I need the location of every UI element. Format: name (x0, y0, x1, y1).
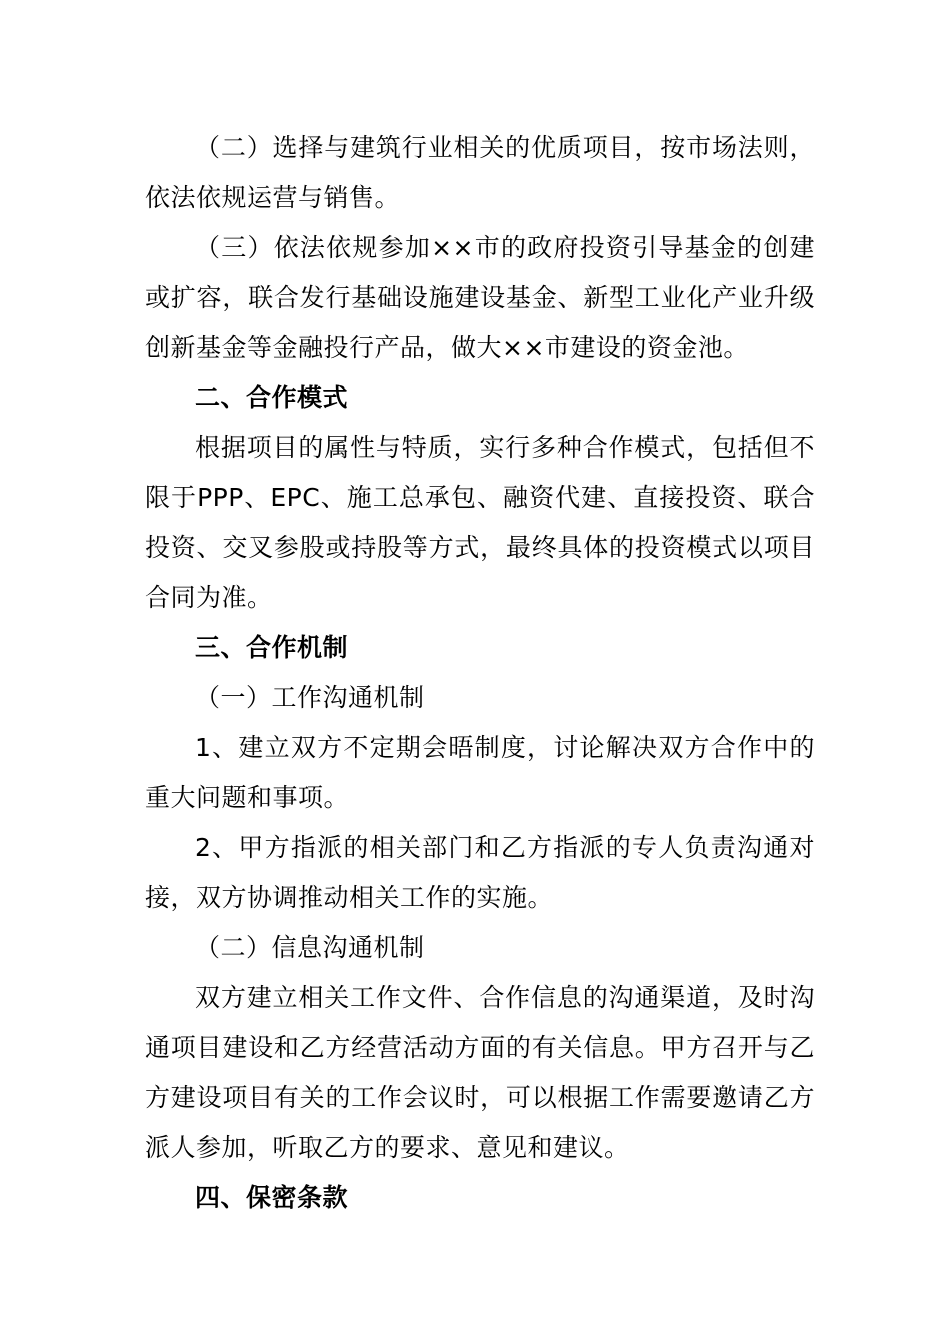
subheading-work-communication: （一）工作沟通机制 (195, 683, 425, 712)
subheading-information-communication: （二）信息沟通机制 (195, 933, 425, 962)
paragraph-meeting-system: 1、建立双方不定期会晤制度，讨论解决双方合作中的重大问题和事项。 (145, 733, 815, 812)
section-heading-cooperation-mechanism: 三、合作机制 (195, 633, 349, 662)
paragraph-cooperation-mode: 根据项目的属性与特质，实行多种合作模式，包括但不限于PPP、EPC、施工总承包、融资代建、直接投资、联合投资、交叉参股或持股等方式，最终具体的投资模式以项目合同为准。 (145, 433, 815, 612)
paragraph-liaison: 2、甲方指派的相关部门和乙方指派的专人负责沟通对接，双方协调推动相关工作的实施。 (145, 833, 815, 912)
paragraph-project-operation: （二）选择与建筑行业相关的优质项目，按市场法则，依法依规运营与销售。 (145, 133, 815, 212)
section-heading-cooperation-mode: 二、合作模式 (195, 383, 349, 412)
paragraph-information-channel: 双方建立相关工作文件、合作信息的沟通渠道，及时沟通项目建设和乙方经营活动方面的有关信息。甲方召开与乙方建设项目有关的工作会议时，可以根据工作需要邀请乙方派人参加，听取乙方的要求、意见和建议。 (145, 983, 815, 1162)
paragraph-investment-fund: （三）依法依规参加××市的政府投资引导基金的创建或扩容，联合发行基础设施建设基金、新型工业化产业升级创新基金等金融投行产品，做大××市建设的资金池。 (145, 233, 815, 362)
document-body (145, 123, 815, 1223)
section-heading-confidentiality: 四、保密条款 (195, 1183, 349, 1212)
